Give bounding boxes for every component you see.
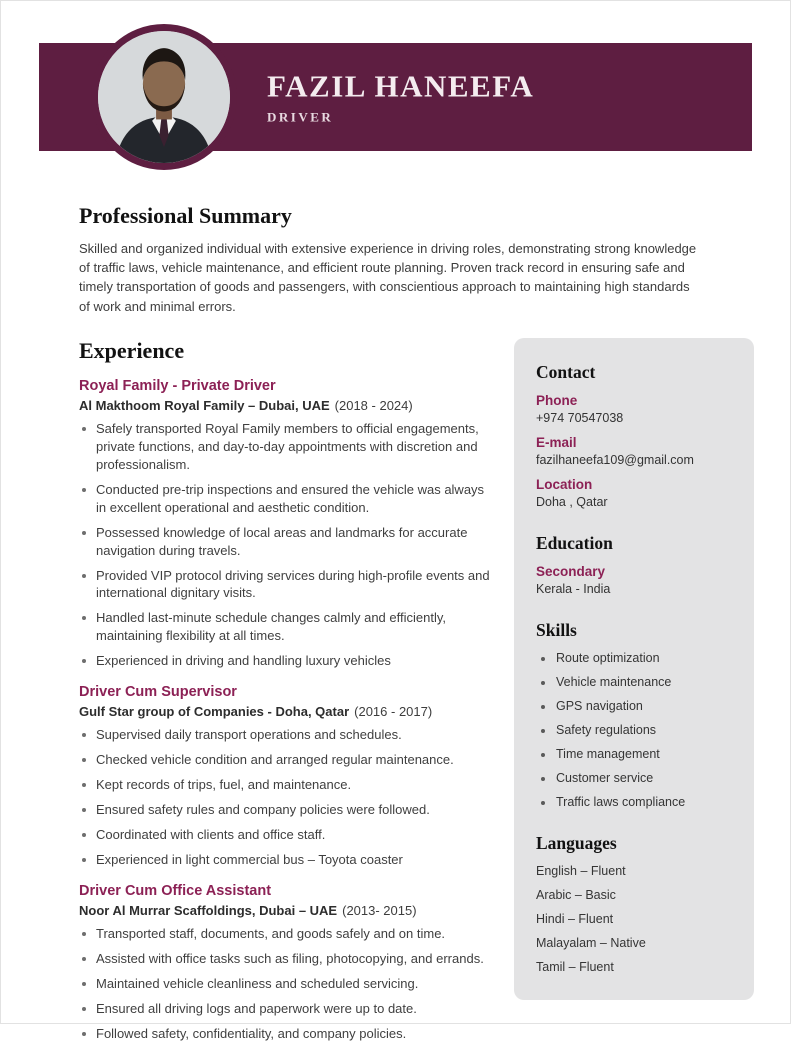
job-bullet: Ensured safety rules and company policies were followed. — [79, 801, 490, 819]
job-bullet: Conducted pre-trip inspections and ensured the vehicle was always in excellent operational and aesthetic condition. — [79, 481, 490, 517]
job-entry — [79, 378, 490, 670]
job-entry — [79, 883, 490, 1043]
job-bullet: Ensured all driving logs and paperwork were up to date. — [79, 1000, 490, 1018]
job-bullet: Possessed knowledge of local areas and landmarks for accurate navigation during travels. — [79, 524, 490, 560]
job-dates: (2013- 2015) — [342, 902, 417, 918]
job-bullet: Maintained vehicle cleanliness and scheduled servicing. — [79, 975, 490, 993]
skills-section — [536, 620, 732, 809]
education-school: Kerala - India — [536, 581, 611, 596]
job-entry — [79, 684, 490, 869]
job-meta — [79, 398, 490, 413]
skill-item: Time management — [536, 747, 732, 761]
skills-list — [536, 651, 732, 809]
skill-item: Route optimization — [536, 651, 732, 665]
experience-section — [79, 338, 490, 1043]
summary-text: Skilled and organized individual with extensive experience in driving roles, demonstrating strong knowledge of traffic laws, vehicle maintenance, and efficient route planning. Proven track record in ensuring safe and timely transportation of goods and passengers, with conscientious approach to maintaining high standards of work and minimal errors. — [79, 241, 697, 314]
contact-label-email: E-mail — [536, 434, 577, 450]
job-bullet-list — [79, 925, 490, 1043]
language-item: Arabic – Basic — [536, 887, 616, 902]
contact-label-phone: Phone — [536, 392, 578, 408]
profile-photo — [91, 24, 237, 170]
contact-section — [536, 362, 732, 509]
name-block — [267, 69, 534, 126]
person-portrait-icon — [98, 31, 230, 163]
skill-item: Traffic laws compliance — [536, 795, 732, 809]
job-meta — [79, 704, 490, 719]
contact-label-location: Location — [536, 476, 593, 492]
skill-item: Safety regulations — [536, 723, 732, 737]
education-degree: Secondary — [536, 563, 606, 579]
content-columns — [1, 338, 790, 1043]
job-bullet: Coordinated with clients and office staff. — [79, 826, 490, 844]
contact-value-email: fazilhaneefa109@gmail.com — [536, 452, 694, 467]
job-bullet: Experienced in driving and handling luxury vehicles — [79, 652, 490, 670]
job-bullet: Experienced in light commercial bus – Toyota coaster — [79, 851, 490, 869]
contact-value-phone: +974 70547038 — [536, 410, 624, 425]
job-dates: (2016 - 2017) — [354, 704, 433, 720]
header-banner — [39, 43, 752, 151]
job-bullet: Assisted with office tasks such as filing, photocopying, and errands. — [79, 950, 490, 968]
job-bullet: Checked vehicle condition and arranged regular maintenance. — [79, 751, 490, 769]
job-company: Noor Al Murrar Scaffoldings, Dubai – UAE — [79, 902, 338, 918]
skills-heading: Skills — [536, 619, 577, 640]
contact-value-location: Doha , Qatar — [536, 494, 608, 509]
job-bullet-list — [79, 420, 490, 670]
education-section — [536, 533, 732, 596]
language-item: Hindi – Fluent — [536, 911, 614, 926]
summary-heading: Professional Summary — [79, 203, 292, 228]
job-bullet: Kept records of trips, fuel, and maintenance. — [79, 776, 490, 794]
skill-item: Customer service — [536, 771, 732, 785]
candidate-name: FAZIL HANEEFA — [267, 68, 535, 104]
job-title: Royal Family - Private Driver — [79, 377, 276, 394]
languages-heading: Languages — [536, 832, 617, 853]
experience-heading: Experience — [79, 337, 185, 363]
education-heading: Education — [536, 532, 613, 553]
skill-item: GPS navigation — [536, 699, 732, 713]
job-bullet: Transported staff, documents, and goods safely and on time. — [79, 925, 490, 943]
job-bullet: Safely transported Royal Family members to official engagements, private functions, and day-to-day appointments with discretion and professionalism. — [79, 420, 490, 474]
job-bullet: Supervised daily transport operations and schedules. — [79, 726, 490, 744]
professional-summary-section — [1, 203, 790, 316]
job-company: Al Makthoom Royal Family – Dubai, UAE — [79, 397, 330, 413]
job-bullet-list — [79, 726, 490, 869]
language-item: Tamil – Fluent — [536, 959, 614, 974]
job-company: Gulf Star group of Companies - Doha, Qatar — [79, 704, 350, 720]
job-title: Driver Cum Office Assistant — [79, 882, 272, 899]
job-meta — [79, 903, 490, 918]
job-dates: (2018 - 2024) — [334, 397, 413, 413]
languages-list — [536, 864, 732, 974]
language-item: Malayalam – Native — [536, 935, 646, 950]
contact-heading: Contact — [536, 361, 596, 382]
skill-item: Vehicle maintenance — [536, 675, 732, 689]
languages-section — [536, 833, 732, 974]
sidebar-panel — [514, 338, 754, 1000]
job-bullet: Handled last-minute schedule changes calmly and efficiently, maintaining flexibility at all times. — [79, 609, 490, 645]
job-title: Driver Cum Supervisor — [79, 684, 237, 701]
job-bullet: Followed safety, confidentiality, and company policies. — [79, 1025, 490, 1043]
job-bullet: Provided VIP protocol driving services during high-profile events and international dignitary visits. — [79, 567, 490, 603]
language-item: English – Fluent — [536, 863, 626, 878]
candidate-title: DRIVER — [267, 109, 334, 125]
